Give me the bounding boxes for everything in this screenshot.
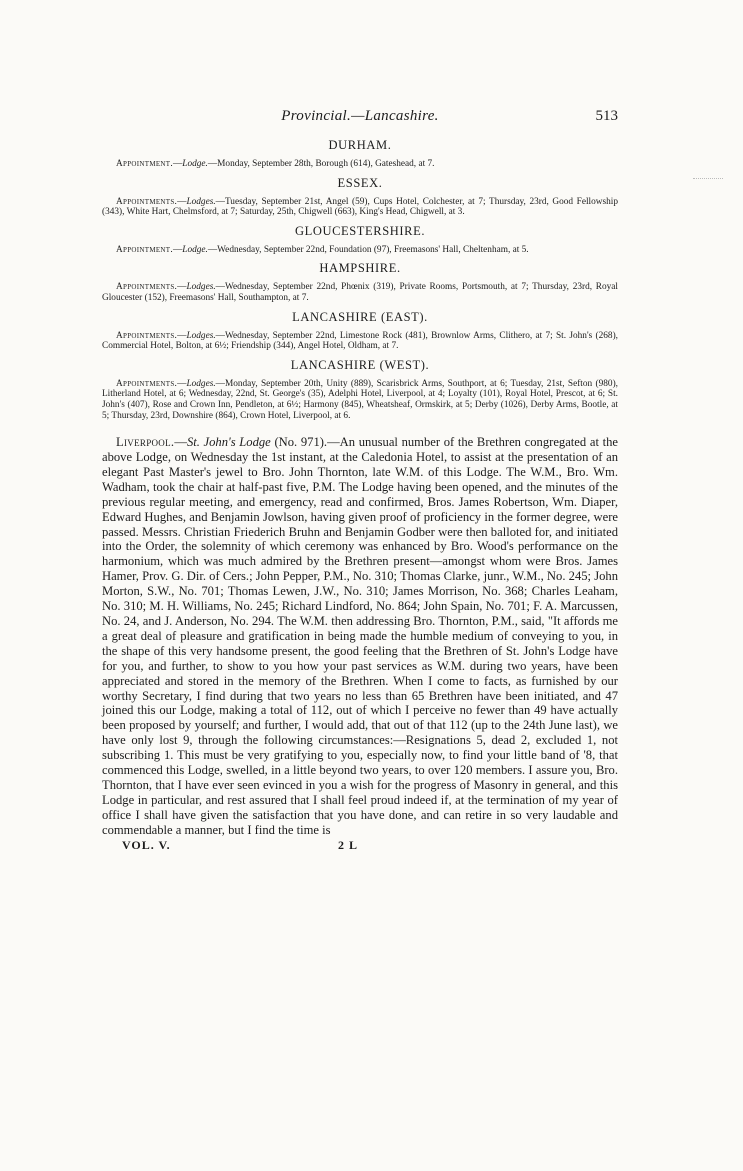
lead-kind: Lodge.: [182, 159, 208, 169]
section-body: —Wednesday, September 22nd, Limestone Rock (481), Brownlow Arms, Clithero, at 7; St. John's (268), Commercial Hotel, Bolton, at 6½; Friendship (344), Angel Hotel, Oldham, at 7.: [102, 330, 618, 352]
lead-kind: Lodges.: [186, 282, 216, 293]
liverpool-report: [102, 435, 618, 837]
section-body: —Monday, September 28th, Borough (614), Gateshead, at 7.: [207, 159, 435, 169]
section-text: Appointment.—Lodge.—Wednesday, September 22nd, Foundation (97), Freemasons' Hall, Cheltenham, at 5.: [116, 244, 529, 255]
section-lancashire-east: [102, 310, 618, 352]
section-text: Appointments.—Lodges.—Tuesday, September 21st, Angel (59), Cups Hotel, Colchester, at 7; Thursday, 23rd, Good Fellowship (343), White Hart, Chelmsford, at 7; Saturday, 25th, Chigwell (663), King's Head, Chigwell, at 3.: [102, 196, 618, 218]
section-durham: [102, 138, 618, 170]
section-gloucestershire: [102, 224, 618, 256]
lead-kind: Lodges.: [186, 196, 216, 207]
section-heading: ESSEX.: [337, 175, 383, 190]
section-heading: DURHAM.: [328, 138, 392, 152]
section-body: —Wednesday, September 22nd, Foundation (97), Freemasons' Hall, Cheltenham, at 5.: [207, 244, 529, 255]
signature-mark: 2 L: [338, 837, 359, 852]
page-number: 513: [595, 108, 618, 124]
section-text: Appointment.—Lodge.—Monday, September 28th, Borough (614), Gateshead, at 7.: [116, 159, 435, 169]
report-text: Liverpool.—St. John's Lodge (No. 971).—An unusual number of the Brethren congregated at the above Lodge, on Wednesday the 1st instant, at the Caledonia Hotel, to assist at the presentation of an elegant Past Master's jewel to Bro. John Thornton, late W.M. of this Lodge. The W.M., Bro. Wm. Wadham, took the chair at half-past five, P.M. The Lodge having been opened, and the minutes of the previous regular meeting, and emergency, read and confirmed, Bros. James Robertson, Wm. Diaper, Edward Hughes, and Benjamin Jowlson, having given proof of proficiency in the former degree, were passed. Messrs. Christian Friederich Bruhn and Benjamin Godber were then balloted for, and initiated into the Order, the solemnity of which ceremony was enhanced by Bro. Wood's performance on the harmonium, which was much admired by the Brethren present—amongst whom were Bros. James Hamer, Prov. G. Dir. of Cers.; John Pepper, P.M., No. 310; Thomas Clarke, junr., W.M., No. 245; John Morton, S.W., No. 701; Thomas Lewen, J.W., No. 310; James Morrison, No. 368; Charles Leaham, No. 310; M. H. Williams, No. 245; Richard Lindford, No. 864; John Spain, No. 701; F. A. Marcussen, No. 24, and J. Anderson, No. 294. The W.M. then addressing Bro. Thornton, P.M., said, "It affords me a great deal of pleasure and gratification in being made the humble medium of conveying to you, in the shape of this very handsome present, the good feeling that the Brethren of St. John's Lodge have for you, and further, to show to you how your past services as W.M. during two years, have been appreciated and stored in the memory of the Brethren. When I come to facts, as furnished by our worthy Secretary, I find during that two years no less than 65 Brethren have been initiated, and 47 joined this our Lodge, making a total of 112, out of which I perceive no fewer than 49 have actually been proposed by yourself; and further, I would add, that out of that 112 (up to the 24th June last), we have only lost 9, through the following circumstances:—Resignations 5, dead 2, excluded 1, not subscribing 1. This must be very gratifying to you, especially now, to find your little band of '8, that commenced this Lodge, swelled, in a little beyond two years, to over 120 members. I assure you, Bro. Thornton, that I have ever seen evinced in you a wish for the progress of Masonry in general, and this Lodge in particular, and rest assured that I shall feel proud indeed if, at the termination of my year of office I shall have given the satisfaction that you have done, and can retire in so very laudable and commendable a manner, but I find the time is: [102, 435, 618, 837]
section-heading: LANCASHIRE (WEST).: [290, 357, 430, 372]
section-text: Appointments.—Lodges.—Wednesday, September 22nd, Limestone Rock (481), Brownlow Arms, Clithero, at 7; St. John's (268), Commercial Hotel, Bolton, at 6½; Friendship (344), Angel Hotel, Oldham, at 7.: [102, 330, 618, 352]
page-title: Provincial.—Lancashire.: [281, 108, 439, 124]
section-hampshire: [102, 261, 618, 303]
lead-label: Appointments.: [116, 330, 178, 341]
running-head: [102, 108, 618, 132]
lead-label: Appointment.: [116, 159, 173, 169]
report-body: (No. 971).—An unusual number of the Brethren congregated at the above Lodge, on Wednesday the 1st instant, at the Caledonia Hotel, to assist at the presentation of an elegant Past Master's jewel to Bro. John Thornton, late W.M. of this Lodge. The W.M., Bro. Wm. Wadham, took the chair at half-past five, P.M. The Lodge having been opened, and the minutes of the previous regular meeting, and emergency, read and confirmed, Bros. James Robertson, Wm. Diaper, Edward Hughes, and Benjamin Jowlson, having given proof of proficiency in the former degree, were passed. Messrs. Christian Friederich Bruhn and Benjamin Godber were then balloted for, and initiated into the Order, the solemnity of which ceremony was enhanced by Bro. Wood's performance on the harmonium, which was much admired by the Brethren present—amongst whom were Bros. James Hamer, Prov. G. Dir. of Cers.; John Pepper, P.M., No. 310; Thomas Clarke, junr., W.M., No. 245; John Morton, S.W., No. 701; Thomas Lewen, J.W., No. 310; James Morrison, No. 368; Charles Leaham, No. 310; M. H. Williams, No. 245; Richard Lindford, No. 864; John Spain, No. 701; F. A. Marcussen, No. 24, and J. Anderson, No. 294. The W.M. then addressing Bro. Thornton, P.M., said, "It affords me a great deal of pleasure and gratification in being made the humble medium of conveying to you, in the shape of this very handsome present, the good feeling that the Brethren of St. John's Lodge have for you, and further, to show to you how your past services as W.M. during two years, have been appreciated and stored in the memory of the Brethren. When I come to facts, as furnished by our worthy Secretary, I find during that two years no less than 65 Brethren have been initiated, and 47 joined this our Lodge, making a total of 112, out of which I perceive no fewer than 49 have actually been proposed by yourself; and further, I would add, that out of that 112 (up to the 24th June last), we have only lost 9, through the following circumstances:—Resignations 5, dead 2, excluded 1, not subscribing 1. This must be very gratifying to you, especially now, to find your little band of '8, that commenced this Lodge, swelled, in a little beyond two years, to over 120 members. I assure you, Bro. Thornton, that I have ever seen evinced in you a wish for the progress of Masonry in general, and this Lodge in particular, and rest assured that I shall feel proud indeed if, at the termination of my year of office I shall have given the satisfaction that you have done, and can retire in so very laudable and commendable a manner, but I find the time is: [102, 435, 618, 837]
section-heading: LANCASHIRE (EAST).: [292, 309, 428, 324]
lead-kind: Lodge.: [182, 244, 208, 255]
lead-label: Appointment.: [116, 244, 173, 255]
report-lodge: St. John's Lodge: [186, 435, 271, 450]
section-essex: [102, 176, 618, 218]
lead-label: Appointments.: [116, 282, 178, 293]
page-footer: [102, 838, 618, 854]
section-body: —Wednesday, September 22nd, Phœnix (319), Private Rooms, Portsmouth, at 7; Thursday, 23rd, Royal Gloucester (152), Freemasons' Hall, Southampton, at 7.: [102, 282, 618, 303]
lead-kind: Lodges.: [186, 378, 216, 389]
lead-label: Appointments.: [116, 196, 178, 207]
lead-kind: Lodges.: [186, 330, 216, 341]
section-text: Appointments.—Lodges.—Monday, September 20th, Unity (889), Scarisbrick Arms, Southport, at 6; Tuesday, 21st, Sefton (980), Litherland Hotel, at 6; Wednesday, 22nd, St. George's (35), Adelphi Hotel, Liverpool, at 4; Loyalty (101), Royal Hotel, Prescot, at 6; St. John's (407), Rose and Crown Inn, Pendleton, at 6½; Harmony (845), Wheatsheaf, Ormskirk, at 5; Derby (1026), Derby Arms, Bootle, at 5; Thursday, 23rd, Downshire (864), Crown Hotel, Liverpool, at 6.: [102, 378, 618, 421]
report-lead: Liverpool.: [116, 435, 175, 450]
section-heading: HAMPSHIRE.: [319, 261, 401, 276]
margin-mark: [693, 178, 723, 181]
volume-mark: VOL. V.: [122, 837, 171, 852]
section-text: Appointments.—Lodges.—Wednesday, September 22nd, Phœnix (319), Private Rooms, Portsmouth, at 7; Thursday, 23rd, Royal Gloucester (152), Freemasons' Hall, Southampton, at 7.: [102, 282, 618, 303]
section-body: —Tuesday, September 21st, Angel (59), Cups Hotel, Colchester, at 7; Thursday, 23rd, Good Fellowship (343), White Hart, Chelmsford, at 7; Saturday, 25th, Chigwell (663), King's Head, Chigwell, at 3.: [102, 196, 618, 218]
document-page: [102, 108, 618, 854]
section-lancashire-west: [102, 358, 618, 421]
lead-label: Appointments.: [116, 378, 178, 389]
section-body: —Monday, September 20th, Unity (889), Scarisbrick Arms, Southport, at 6; Tuesday, 21st, Sefton (980), Litherland Hotel, at 6; Wednesday, 22nd, St. George's (35), Adelphi Hotel, Liverpool, at 4; Loyalty (101), Royal Hotel, Prescot, at 6; St. John's (407), Rose and Crown Inn, Pendleton, at 6½; Harmony (845), Wheatsheaf, Ormskirk, at 5; Derby (1026), Derby Arms, Bootle, at 5; Thursday, 23rd, Downshire (864), Crown Hotel, Liverpool, at 6.: [102, 378, 618, 421]
section-heading: GLOUCESTERSHIRE.: [294, 223, 426, 238]
